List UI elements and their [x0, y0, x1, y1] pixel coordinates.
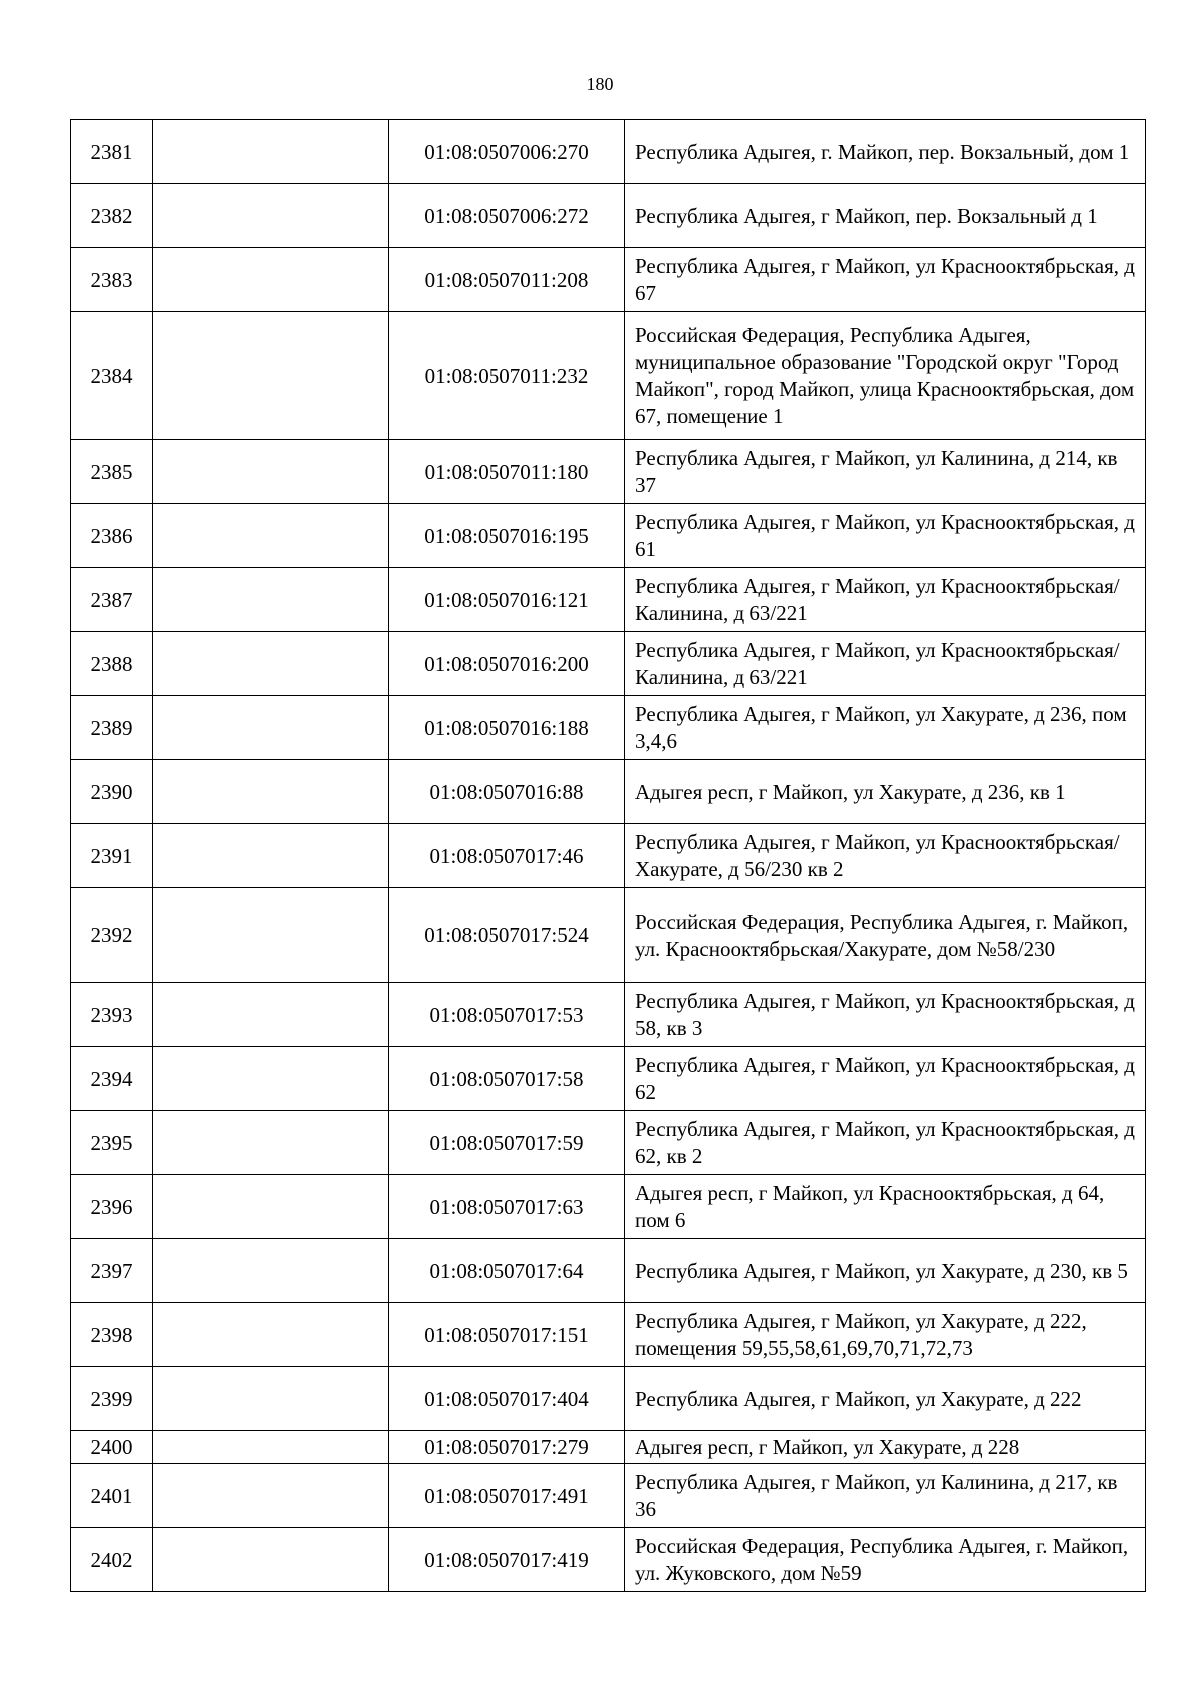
cadastral-number-cell: 01:08:0507016:121	[389, 568, 625, 632]
address-cell: Республика Адыгея, г. Майкоп, пер. Вокзальный, дом 1	[625, 120, 1146, 184]
row-number-cell: 2390	[71, 760, 153, 824]
cadastral-number-cell: 01:08:0507017:419	[389, 1528, 625, 1592]
cadastral-number-cell: 01:08:0507006:272	[389, 184, 625, 248]
cadastral-number-cell: 01:08:0507017:46	[389, 824, 625, 888]
table-row	[71, 983, 1146, 1047]
row-number-cell: 2385	[71, 440, 153, 504]
empty-cell	[153, 1528, 389, 1592]
row-number-cell: 2382	[71, 184, 153, 248]
table-row	[71, 760, 1146, 824]
empty-cell	[153, 983, 389, 1047]
table-row	[71, 888, 1146, 983]
table-row	[71, 568, 1146, 632]
empty-cell	[153, 568, 389, 632]
row-number-cell: 2381	[71, 120, 153, 184]
cadastral-number-cell: 01:08:0507016:200	[389, 632, 625, 696]
row-number-cell: 2402	[71, 1528, 153, 1592]
address-cell: Российская Федерация, Республика Адыгея, муниципальное образование "Городской округ "Город Майкоп", город Майкоп, улица Краснооктябрьская, дом 67, помещение 1	[625, 312, 1146, 440]
address-cell: Республика Адыгея, г Майкоп, ул Калинина, д 214, кв 37	[625, 440, 1146, 504]
row-number-cell: 2399	[71, 1367, 153, 1431]
empty-cell	[153, 120, 389, 184]
address-cell: Российская Федерация, Республика Адыгея, г. Майкоп, ул. Краснооктябрьская/Хакурате, дом №58/230	[625, 888, 1146, 983]
empty-cell	[153, 1239, 389, 1303]
table-row	[71, 1239, 1146, 1303]
address-cell: Республика Адыгея, г Майкоп, ул Краснооктябрьская, д 62, кв 2	[625, 1111, 1146, 1175]
table-row	[71, 1047, 1146, 1111]
address-cell: Адыгея респ, г Майкоп, ул Хакурате, д 228	[625, 1431, 1146, 1464]
address-cell: Республика Адыгея, г Майкоп, ул Краснооктябрьская, д 61	[625, 504, 1146, 568]
row-number-cell: 2386	[71, 504, 153, 568]
address-cell: Республика Адыгея, г Майкоп, ул Краснооктябрьская, д 58, кв 3	[625, 983, 1146, 1047]
row-number-cell: 2384	[71, 312, 153, 440]
cadastral-number-cell: 01:08:0507011:232	[389, 312, 625, 440]
empty-cell	[153, 184, 389, 248]
table-row	[71, 1464, 1146, 1528]
table-row	[71, 1303, 1146, 1367]
cadastral-number-cell: 01:08:0507006:270	[389, 120, 625, 184]
cadastral-number-cell: 01:08:0507017:279	[389, 1431, 625, 1464]
address-cell: Адыгея респ, г Майкоп, ул Краснооктябрьская, д 64, пом 6	[625, 1175, 1146, 1239]
address-cell: Республика Адыгея, г Майкоп, пер. Вокзальный д 1	[625, 184, 1146, 248]
row-number-cell: 2389	[71, 696, 153, 760]
address-cell: Адыгея респ, г Майкоп, ул Хакурате, д 236, кв 1	[625, 760, 1146, 824]
empty-cell	[153, 824, 389, 888]
empty-cell	[153, 248, 389, 312]
address-cell: Республика Адыгея, г Майкоп, ул Краснооктябрьская/Хакурате, д 56/230 кв 2	[625, 824, 1146, 888]
cadastral-number-cell: 01:08:0507017:151	[389, 1303, 625, 1367]
row-number-cell: 2387	[71, 568, 153, 632]
empty-cell	[153, 504, 389, 568]
empty-cell	[153, 1047, 389, 1111]
row-number-cell: 2401	[71, 1464, 153, 1528]
cadastral-number-cell: 01:08:0507017:404	[389, 1367, 625, 1431]
table-row	[71, 248, 1146, 312]
row-number-cell: 2396	[71, 1175, 153, 1239]
address-cell: Республика Адыгея, г Майкоп, ул Калинина, д 217, кв 36	[625, 1464, 1146, 1528]
cadastral-number-cell: 01:08:0507016:188	[389, 696, 625, 760]
table-row	[71, 120, 1146, 184]
address-cell: Республика Адыгея, г Майкоп, ул Хакурате, д 236, пом 3,4,6	[625, 696, 1146, 760]
empty-cell	[153, 1367, 389, 1431]
row-number-cell: 2383	[71, 248, 153, 312]
address-cell: Республика Адыгея, г Майкоп, ул Краснооктябрьская/Калинина, д 63/221	[625, 568, 1146, 632]
cadastral-number-cell: 01:08:0507017:58	[389, 1047, 625, 1111]
address-cell: Республика Адыгея, г Майкоп, ул Хакурате, д 222	[625, 1367, 1146, 1431]
empty-cell	[153, 1303, 389, 1367]
cadastral-number-cell: 01:08:0507017:63	[389, 1175, 625, 1239]
address-cell: Республика Адыгея, г Майкоп, ул Краснооктябрьская, д 67	[625, 248, 1146, 312]
empty-cell	[153, 1431, 389, 1464]
table-row	[71, 1528, 1146, 1592]
registry-table-body	[71, 120, 1146, 1592]
empty-cell	[153, 440, 389, 504]
cadastral-number-cell: 01:08:0507011:208	[389, 248, 625, 312]
table-row	[71, 1175, 1146, 1239]
empty-cell	[153, 696, 389, 760]
cadastral-number-cell: 01:08:0507017:53	[389, 983, 625, 1047]
row-number-cell: 2392	[71, 888, 153, 983]
row-number-cell: 2395	[71, 1111, 153, 1175]
address-cell: Республика Адыгея, г Майкоп, ул Краснооктябрьская/Калинина, д 63/221	[625, 632, 1146, 696]
row-number-cell: 2397	[71, 1239, 153, 1303]
row-number-cell: 2388	[71, 632, 153, 696]
empty-cell	[153, 632, 389, 696]
table-row	[71, 824, 1146, 888]
empty-cell	[153, 1175, 389, 1239]
cadastral-number-cell: 01:08:0507017:491	[389, 1464, 625, 1528]
row-number-cell: 2394	[71, 1047, 153, 1111]
address-cell: Республика Адыгея, г Майкоп, ул Хакурате, д 222, помещения 59,55,58,61,69,70,71,72,73	[625, 1303, 1146, 1367]
table-row	[71, 696, 1146, 760]
cadastral-number-cell: 01:08:0507016:88	[389, 760, 625, 824]
table-row	[71, 1111, 1146, 1175]
empty-cell	[153, 1464, 389, 1528]
table-row	[71, 504, 1146, 568]
empty-cell	[153, 760, 389, 824]
table-row	[71, 184, 1146, 248]
empty-cell	[153, 1111, 389, 1175]
table-row	[71, 440, 1146, 504]
row-number-cell: 2398	[71, 1303, 153, 1367]
registry-table	[70, 119, 1146, 1592]
empty-cell	[153, 888, 389, 983]
address-cell: Республика Адыгея, г Майкоп, ул Хакурате, д 230, кв 5	[625, 1239, 1146, 1303]
row-number-cell: 2400	[71, 1431, 153, 1464]
table-row	[71, 1431, 1146, 1464]
table-row	[71, 312, 1146, 440]
address-cell: Российская Федерация, Республика Адыгея, г. Майкоп, ул. Жуковского, дом №59	[625, 1528, 1146, 1592]
table-row	[71, 1367, 1146, 1431]
cadastral-number-cell: 01:08:0507017:59	[389, 1111, 625, 1175]
row-number-cell: 2391	[71, 824, 153, 888]
cadastral-number-cell: 01:08:0507011:180	[389, 440, 625, 504]
cadastral-number-cell: 01:08:0507017:64	[389, 1239, 625, 1303]
cadastral-number-cell: 01:08:0507017:524	[389, 888, 625, 983]
cadastral-number-cell: 01:08:0507016:195	[389, 504, 625, 568]
table-row	[71, 632, 1146, 696]
address-cell: Республика Адыгея, г Майкоп, ул Краснооктябрьская, д 62	[625, 1047, 1146, 1111]
page-number: 180	[586, 74, 614, 94]
row-number-cell: 2393	[71, 983, 153, 1047]
empty-cell	[153, 312, 389, 440]
